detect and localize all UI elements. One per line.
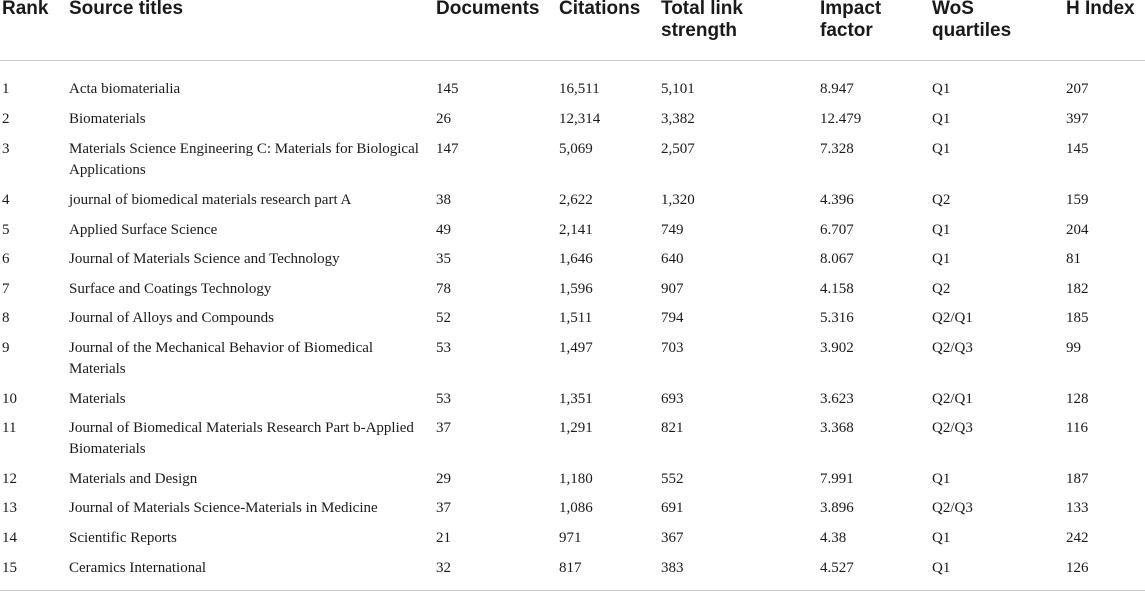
cell-total-link-strength: 794 — [661, 310, 684, 326]
cell-total-link-strength: 3,382 — [661, 111, 695, 127]
cell-h-index: 185 — [1066, 310, 1089, 326]
cell-documents: 53 — [436, 340, 451, 356]
cell-source-title: Applied Surface Science — [69, 222, 218, 238]
cell-documents: 37 — [436, 500, 451, 516]
cell-documents: 37 — [436, 420, 451, 436]
cell-impact-factor: 6.707 — [820, 222, 854, 238]
cell-rank: 7 — [2, 281, 10, 297]
cell-source-title: Journal of Materials Science-Materials in Medicine — [69, 500, 378, 516]
cell-impact-factor: 3.896 — [820, 500, 854, 516]
cell-wos-quartile: Q1 — [932, 141, 951, 157]
cell-wos-quartile: Q1 — [932, 81, 951, 97]
cell-rank: 9 — [2, 340, 10, 356]
cell-impact-factor: 3.368 — [820, 420, 854, 436]
cell-total-link-strength: 383 — [661, 560, 684, 576]
cell-citations: 817 — [559, 560, 582, 576]
header-source-titles: Source titles — [69, 0, 184, 19]
cell-source-title: Biomaterials — [69, 111, 146, 127]
cell-documents: 35 — [436, 251, 451, 267]
header-wos-quartiles: WoS quartiles — [932, 0, 1012, 41]
cell-total-link-strength: 907 — [661, 281, 684, 297]
cell-citations: 2,622 — [559, 192, 593, 208]
cell-h-index: 397 — [1066, 111, 1089, 127]
cell-total-link-strength: 691 — [661, 500, 684, 516]
cell-citations: 1,351 — [559, 391, 593, 407]
cell-wos-quartile: Q1 — [932, 251, 951, 267]
cell-citations: 971 — [559, 530, 582, 546]
cell-h-index: 126 — [1066, 560, 1089, 576]
cell-h-index: 182 — [1066, 281, 1089, 297]
cell-citations: 16,511 — [559, 81, 600, 97]
cell-wos-quartile: Q2 — [932, 192, 951, 208]
cell-citations: 12,314 — [559, 111, 601, 127]
header-h-index: H Index — [1066, 0, 1135, 19]
cell-impact-factor: 12.479 — [820, 111, 862, 127]
cell-h-index: 187 — [1066, 471, 1089, 487]
cell-wos-quartile: Q1 — [932, 111, 951, 127]
cell-source-title: Materials Science Engineering C: Materials for Biological Applications — [69, 141, 419, 178]
header-impact-factor: Impact factor — [820, 0, 882, 41]
cell-total-link-strength: 693 — [661, 391, 684, 407]
cell-h-index: 145 — [1066, 141, 1089, 157]
cell-documents: 26 — [436, 111, 451, 127]
cell-total-link-strength: 640 — [661, 251, 684, 267]
cell-rank: 14 — [2, 530, 17, 546]
cell-impact-factor: 8.947 — [820, 81, 854, 97]
cell-impact-factor: 8.067 — [820, 251, 854, 267]
cell-total-link-strength: 2,507 — [661, 141, 695, 157]
cell-citations: 2,141 — [559, 222, 593, 238]
cell-documents: 147 — [436, 141, 459, 157]
header-citations: Citations — [559, 0, 641, 19]
cell-documents: 53 — [436, 391, 451, 407]
header-total-link-strength: Total link strength — [661, 0, 743, 41]
cell-documents: 32 — [436, 560, 451, 576]
cell-h-index: 204 — [1066, 222, 1089, 238]
cell-wos-quartile: Q2/Q1 — [932, 391, 973, 407]
cell-rank: 4 — [2, 192, 10, 208]
cell-citations: 1,086 — [559, 500, 593, 516]
cell-wos-quartile: Q2/Q1 — [932, 310, 973, 326]
cell-citations: 1,291 — [559, 420, 593, 436]
cell-citations: 1,511 — [559, 310, 593, 326]
cell-impact-factor: 7.328 — [820, 141, 854, 157]
cell-rank: 2 — [2, 111, 10, 127]
cell-rank: 8 — [2, 310, 10, 326]
cell-total-link-strength: 5,101 — [661, 81, 695, 97]
cell-rank: 3 — [2, 141, 10, 157]
cell-h-index: 128 — [1066, 391, 1089, 407]
cell-wos-quartile: Q2/Q3 — [932, 500, 973, 516]
cell-wos-quartile: Q1 — [932, 530, 951, 546]
cell-citations: 1,180 — [559, 471, 593, 487]
cell-total-link-strength: 703 — [661, 340, 684, 356]
cell-h-index: 133 — [1066, 500, 1089, 516]
cell-source-title: Journal of Alloys and Compounds — [69, 310, 274, 326]
cell-source-title: Surface and Coatings Technology — [69, 281, 272, 297]
cell-rank: 13 — [2, 500, 17, 516]
cell-wos-quartile: Q2 — [932, 281, 951, 297]
cell-rank: 6 — [2, 251, 10, 267]
cell-rank: 10 — [2, 391, 17, 407]
table-bottom-rule — [0, 590, 1145, 591]
cell-impact-factor: 4.527 — [820, 560, 854, 576]
table-header — [0, 0, 1145, 61]
cell-source-title: Journal of the Mechanical Behavior of Biomedical Materials — [69, 340, 374, 377]
cell-impact-factor: 7.991 — [820, 471, 854, 487]
cell-documents: 78 — [436, 281, 451, 297]
cell-wos-quartile: Q2/Q3 — [932, 420, 973, 436]
cell-source-title: Materials — [69, 391, 126, 407]
cell-wos-quartile: Q1 — [932, 560, 951, 576]
cell-source-title: Journal of Materials Science and Technology — [69, 251, 340, 267]
cell-impact-factor: 5.316 — [820, 310, 854, 326]
cell-impact-factor: 3.623 — [820, 391, 854, 407]
cell-documents: 21 — [436, 530, 451, 546]
cell-impact-factor: 4.38 — [820, 530, 847, 546]
cell-h-index: 81 — [1066, 251, 1081, 267]
cell-source-title: Journal of Biomedical Materials Research Part b-Applied Biomaterials — [69, 420, 414, 457]
cell-wos-quartile: Q1 — [932, 471, 951, 487]
cell-h-index: 242 — [1066, 530, 1089, 546]
cell-total-link-strength: 367 — [661, 530, 684, 546]
cell-total-link-strength: 552 — [661, 471, 684, 487]
cell-citations: 1,646 — [559, 251, 593, 267]
cell-documents: 38 — [436, 192, 451, 208]
cell-h-index: 159 — [1066, 192, 1089, 208]
cell-total-link-strength: 749 — [661, 222, 684, 238]
cell-rank: 11 — [2, 420, 17, 436]
cell-h-index: 116 — [1066, 420, 1088, 436]
cell-source-title: Scientific Reports — [69, 530, 177, 546]
cell-source-title: Ceramics International — [69, 560, 207, 576]
cell-h-index: 99 — [1066, 340, 1081, 356]
cell-rank: 5 — [2, 222, 10, 238]
cell-wos-quartile: Q2/Q3 — [932, 340, 973, 356]
cell-h-index: 207 — [1066, 81, 1089, 97]
cell-impact-factor: 4.396 — [820, 192, 854, 208]
cell-source-title: journal of biomedical materials research part A — [69, 192, 352, 208]
cell-impact-factor: 4.158 — [820, 281, 854, 297]
cell-rank: 12 — [2, 471, 17, 487]
cell-documents: 145 — [436, 81, 459, 97]
cell-source-title: Materials and Design — [69, 471, 198, 487]
header-rank: Rank — [2, 0, 49, 19]
cell-citations: 1,596 — [559, 281, 593, 297]
cell-documents: 52 — [436, 310, 451, 326]
cell-impact-factor: 3.902 — [820, 340, 854, 356]
cell-rank: 1 — [2, 81, 10, 97]
cell-citations: 1,497 — [559, 340, 593, 356]
cell-citations: 5,069 — [559, 141, 593, 157]
cell-documents: 49 — [436, 222, 451, 238]
cell-total-link-strength: 1,320 — [661, 192, 695, 208]
cell-total-link-strength: 821 — [661, 420, 684, 436]
cell-rank: 15 — [2, 560, 17, 576]
cell-wos-quartile: Q1 — [932, 222, 951, 238]
cell-documents: 29 — [436, 471, 451, 487]
header-documents: Documents — [436, 0, 540, 19]
cell-source-title: Acta biomaterialia — [69, 81, 181, 97]
